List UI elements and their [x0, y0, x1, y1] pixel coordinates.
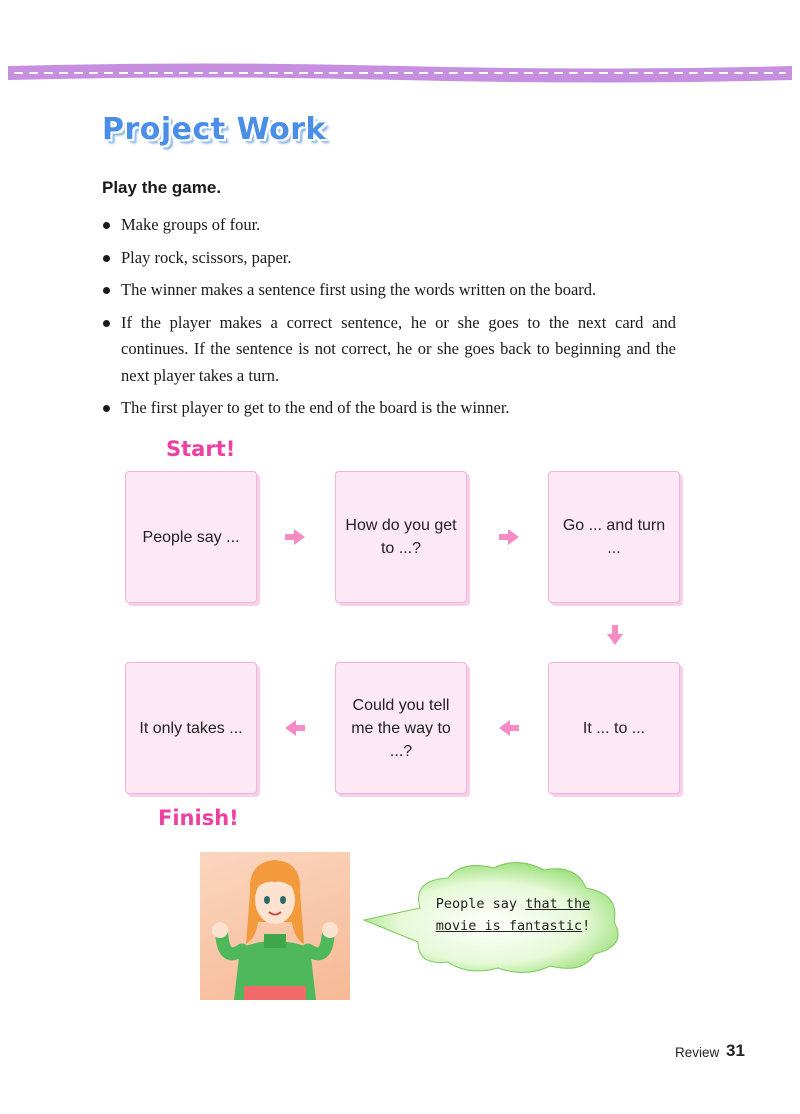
speech-underlined-part: that the — [525, 896, 591, 912]
footer-section-label: Review — [675, 1045, 720, 1060]
board-card-1: People say ... — [125, 471, 257, 603]
arrow-left-icon — [498, 719, 520, 737]
bullet-dot-icon — [103, 287, 110, 294]
list-item-text: Make groups of four. — [121, 215, 261, 234]
board-card-4: It ... to ... — [548, 662, 680, 794]
list-item — [102, 395, 676, 422]
bullet-dot-icon — [103, 405, 110, 412]
speech-underlined-part: movie is fantastic — [435, 918, 583, 934]
page-number: 31 — [726, 1041, 745, 1060]
speech-suffix: ! — [582, 918, 591, 934]
list-item-text: The first player to get to the end of the board is the winner. — [121, 398, 510, 417]
page-title: Project Work — [102, 112, 326, 147]
girl-illustration — [200, 852, 350, 1000]
instruction-heading: Play the game. — [102, 178, 222, 197]
arrow-left-icon — [284, 719, 306, 737]
list-item — [102, 310, 676, 390]
list-item-text: If the player makes a correct sentence, he or she goes to the next card and continues. If the sentence is not correct, he or she goes back to beginning and the next player takes a turn. — [121, 312, 676, 385]
list-item-text: Play rock, scissors, paper. — [121, 247, 292, 267]
speech-bubble-text — [432, 893, 594, 937]
board-card-6: It only takes ... — [125, 662, 257, 794]
board-card-5: Could you tell me the way to ...? — [335, 662, 467, 794]
bullet-dot-icon — [103, 255, 110, 262]
arrow-down-icon — [606, 624, 624, 646]
arrow-right-icon — [284, 528, 306, 546]
arrow-right-icon — [498, 528, 520, 546]
finish-label: Finish! — [158, 806, 239, 830]
list-item-text: The winner makes a sentence first using the words written on the board. — [121, 280, 597, 299]
bullet-dot-icon — [103, 222, 110, 229]
start-label: Start! — [166, 437, 236, 461]
board-card-3: Go ... and turn ... — [548, 471, 680, 603]
girl-figure-icon — [200, 852, 350, 1000]
speech-prefix: People say — [435, 896, 526, 912]
list-item — [102, 212, 676, 239]
bullet-dot-icon — [103, 320, 110, 327]
bullet-list — [102, 212, 676, 428]
top-decorative-band — [0, 58, 800, 88]
board-card-2: How do you get to ...? — [335, 471, 467, 603]
list-item — [102, 245, 676, 272]
list-item — [102, 277, 676, 304]
